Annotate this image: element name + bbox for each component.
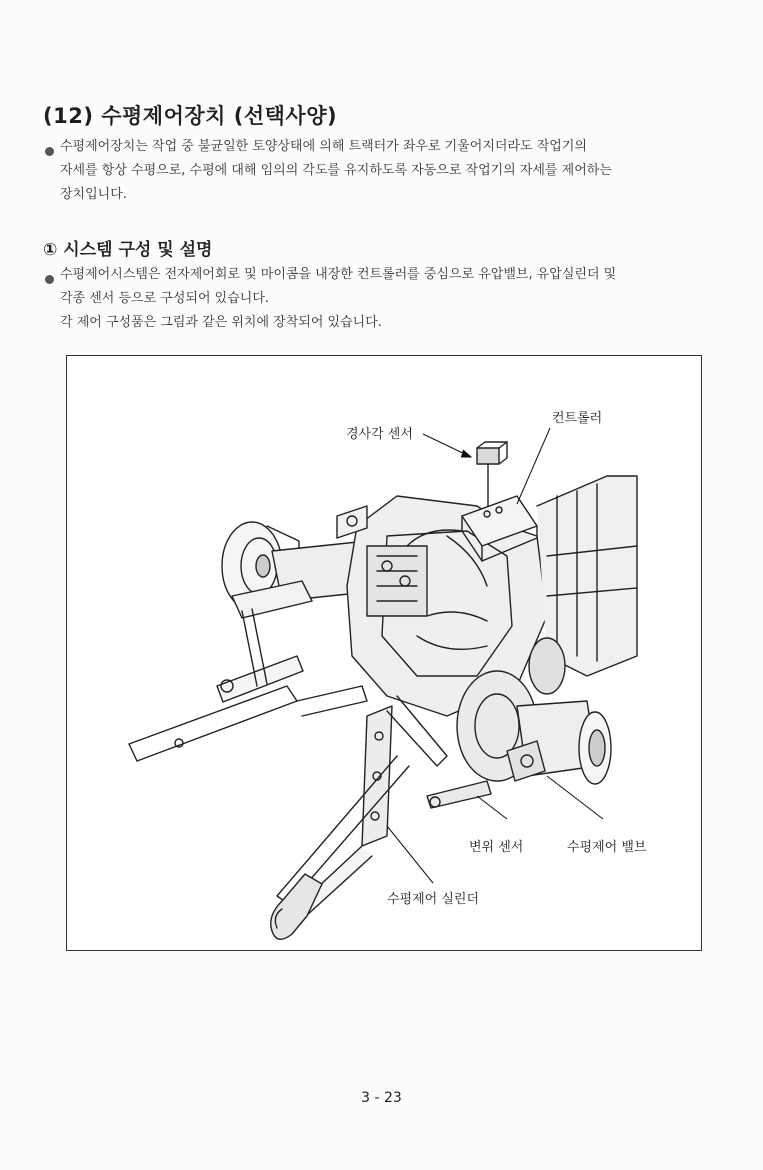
leveling-valve-label: 수평제어 밸브 xyxy=(567,840,647,855)
system-line-2: 각종 센서 등으로 구성되어 있습니다. xyxy=(60,291,270,306)
page-number: 3 - 23 xyxy=(361,1090,402,1106)
system-line-3: 각 제어 구성품은 그림과 같은 위치에 장착되어 있습니다. xyxy=(60,315,382,330)
tilt-sensor-label: 경사각 센서 xyxy=(346,427,413,442)
tractor-rear-linkage-illustration xyxy=(67,356,702,951)
system-line-1: 수평제어시스템은 전자제어회로 및 마이콤을 내장한 컨트롤러를 중심으로 유압밸브, 유압실린더 및 xyxy=(60,267,617,282)
displacement-sensor-label: 변위 센서 xyxy=(469,840,524,855)
tractor-diagram-figure xyxy=(66,355,702,951)
controller-label: 컨트롤러 xyxy=(552,411,603,426)
section-title: (12) 수평제어장치 (선택사양) xyxy=(43,104,338,128)
subsection-title: ① 시스템 구성 및 설명 xyxy=(43,240,213,260)
leveling-cylinder-label: 수평제어 실린더 xyxy=(387,892,480,907)
intro-line-1: 수평제어장치는 작업 중 불균일한 토양상태에 의해 트랙터가 좌우로 기울어지더라도 작업기의 xyxy=(60,139,587,154)
bullet-icon xyxy=(45,147,54,156)
intro-line-3: 장치입니다. xyxy=(60,187,127,202)
intro-line-2: 자세를 항상 수평으로, 수평에 대해 임의의 각도를 유지하도록 자동으로 작업기의 자세를 제어하는 xyxy=(60,163,612,178)
bullet-icon xyxy=(45,275,54,284)
